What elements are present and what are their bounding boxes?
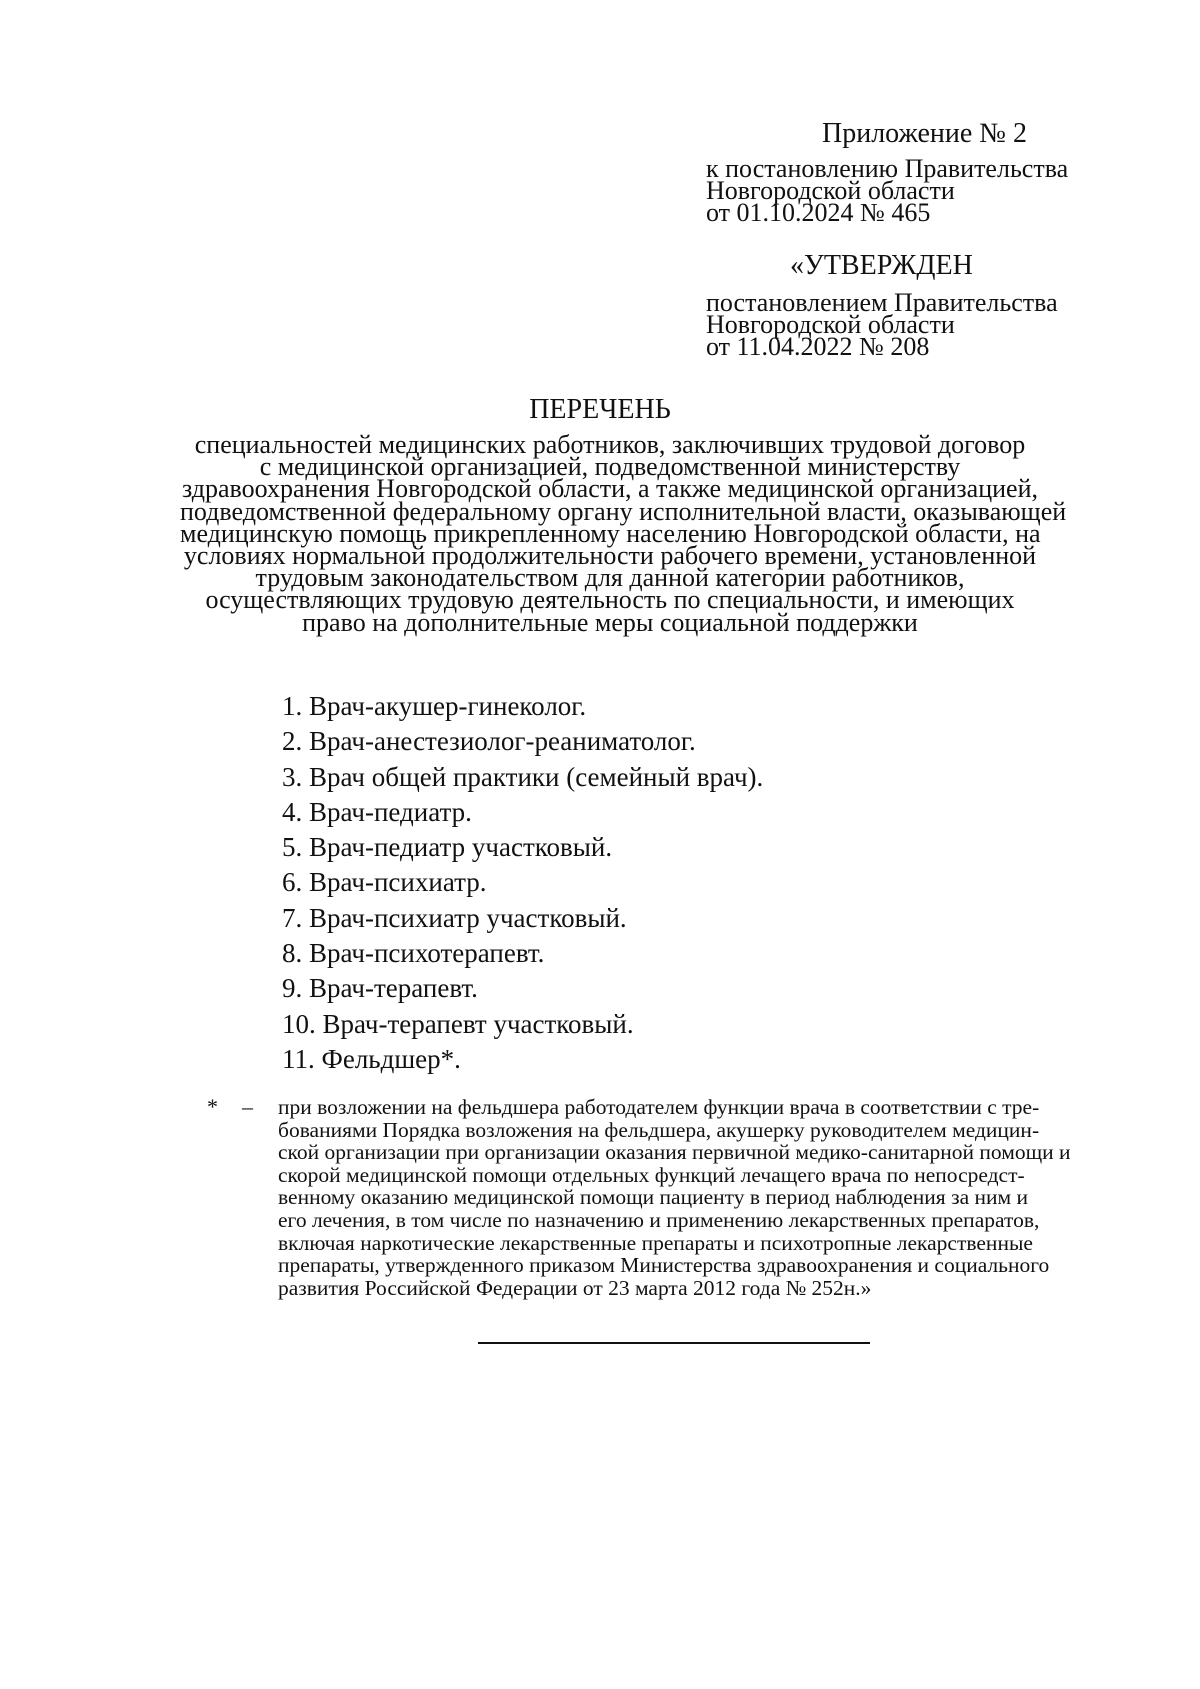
subtitle-line: с медицинской организацией, подведомственной министерству [259,452,961,482]
subtitle-line: специальностей медицинских работников, заключивших трудовой договор [194,430,1026,459]
subtitle-line: право на дополнительные меры социальной поддержки [302,607,918,637]
approved-line: постановлением Правительства [706,288,1058,317]
subtitle-line: осуществляющих трудовую деятельность по специальности, и имеющих [205,585,1015,615]
annex-line: к постановлению Правительства [706,154,1069,183]
subtitle-line: здравоохранения Новгородской области, а также медицинской организацией, [181,474,1038,504]
specialty-list [282,690,763,1078]
list-item: 7. Врач-психиатр участковый. [282,902,627,933]
footnote-mark: * [207,1094,218,1119]
footnote-line: включая наркотические лекарственные препараты и психотропные лекарственные [278,1230,1033,1255]
footnote-dash: – [242,1094,253,1119]
footnote-line: его лечения, в том числе по назначению и применению лекарственных препаратов, [278,1207,1040,1232]
list-item: 4. Врач-педиатр. [282,796,472,827]
list-subtitle [180,430,1067,637]
annex-line: от 01.10.2024 № 465 [706,198,931,227]
list-item: 5. Врач-педиатр участковый. [282,832,613,863]
list-item: 3. Врач общей практики (семейный врач). [282,761,764,792]
footnote-line: скорой медицинской помощи отдельных функций лечащего врача по непосредст- [278,1162,1025,1187]
end-divider [478,1342,870,1344]
subtitle-line: подведомственной федеральному органу исполнительной власти, оказывающей [180,496,1067,526]
footnote-line: бованиями Порядка возложения на фельдшера, акушерку руководителем медицин- [278,1117,1040,1142]
approved-title: «УТВЕРЖДЕН [790,250,973,281]
footnote-line: развития Российской Федерации от 23 марта 2012 года № 252н.» [278,1275,872,1300]
subtitle-line: трудовым законодательством для данной категории работников, [255,563,965,593]
approved-reference [706,288,1058,361]
footnote-text [278,1096,1071,1299]
list-item: 2. Врач-анестезиолог-реаниматолог. [282,726,696,757]
approved-line: Новгородской области [706,310,955,339]
subtitle-line: условиях нормальной продолжительности рабочего времени, установленной [183,541,1037,571]
list-item: 6. Врач-психиатр. [282,867,487,898]
list-item: 8. Врач-психотерапевт. [282,938,545,969]
annex-line: Новгородской области [706,176,955,205]
annex-reference [706,154,1069,227]
footnote-line: препараты, утвержденного приказом Министерства здравоохранения и социального [278,1253,1050,1278]
footnote-line: венному оказанию медицинской помощи пациенту в период наблюдения за ним и [278,1185,1028,1210]
list-item: 1. Врач-акушер-гинеколог. [282,691,587,721]
list-item: 10. Врач-терапевт участковый. [282,1008,634,1039]
footnote-line: при возложении на фельдшера работодателем функции врача в соответствии с тре- [278,1095,1040,1119]
footnote-line: ской организации при организации оказания первичной медико-санитарной помощи и [278,1140,1071,1165]
list-title: ПЕРЕЧЕНЬ [529,394,671,425]
list-item: 11. Фельдшер*. [282,1043,461,1074]
list-item: 9. Врач-терапевт. [282,973,478,1004]
subtitle-line: медицинскую помощь прикрепленному населению Новгородской области, на [180,518,1041,548]
annex-title: Приложение № 2 [822,118,1027,149]
approved-line: от 11.04.2022 № 208 [706,332,930,361]
